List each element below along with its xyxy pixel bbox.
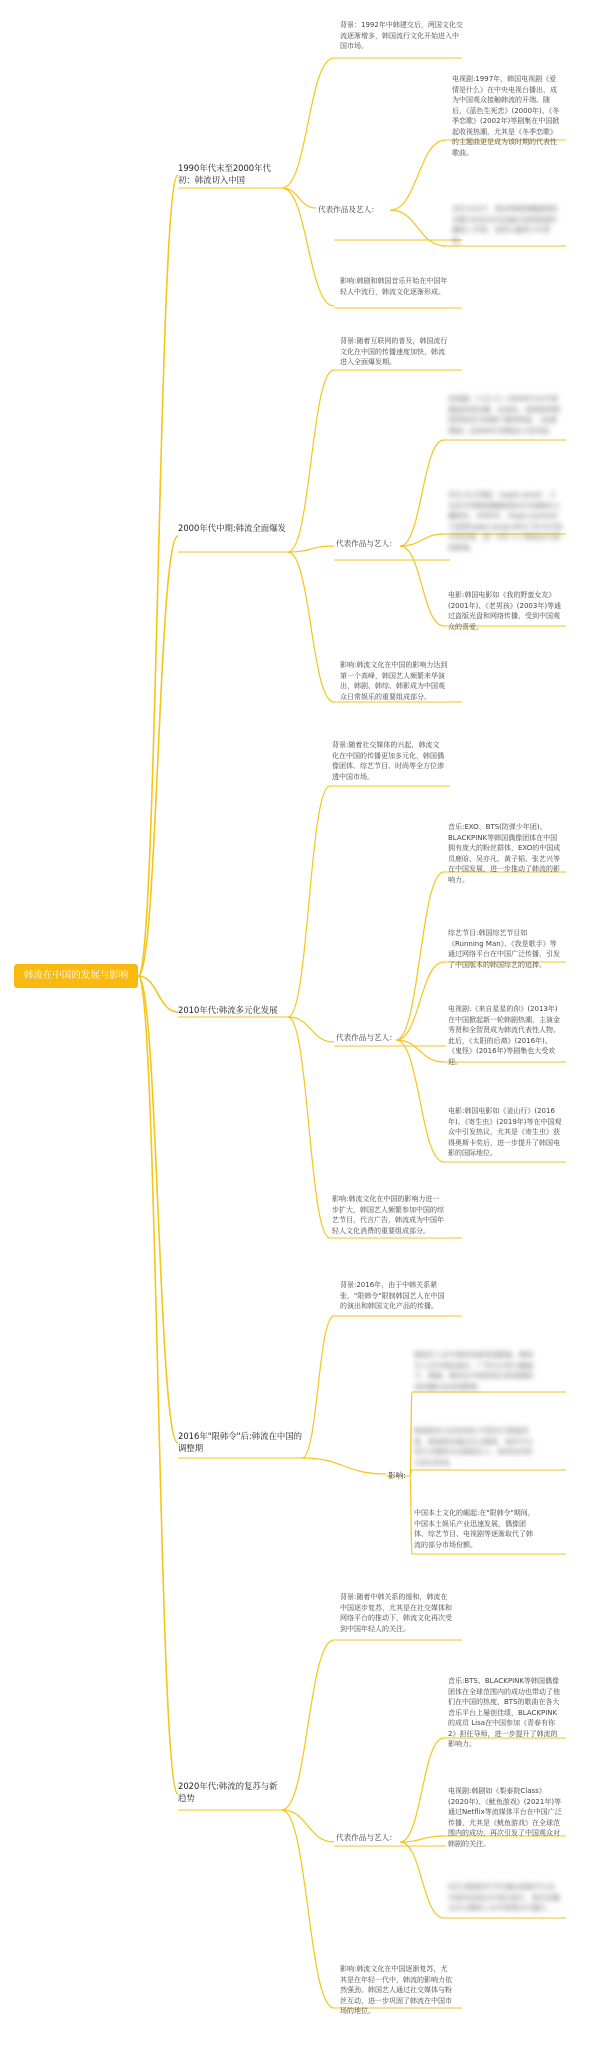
branch-5-rep-label[interactable]: 代表作品与艺人： [336,1833,397,1842]
rep-3-link-1 [396,872,444,1040]
branch-5-link-3 [282,1810,334,2008]
branch-5-background: 背景:随着中韩关系的缓和，韩流在中国逐步复苏，尤其是在社交媒体和网络平台的推动下，韩流文化再次受到中国年轻人的关注。 [340,1593,452,1633]
rep-4-link-1 [410,1392,412,1476]
branch-3-item-4: 电影:韩国电影如《釜山行》(2016年)、《寄生虫》(2019年)等在中国观众中引发热议，尤其是《寄生虫》获得奥斯卡奖后，进一步提升了韩国电影的国际地位。 [448,1107,562,1157]
branch-5-link-1 [282,1640,334,1810]
branch-1-item-1: 电视剧:1997年，韩国电视剧《爱情是什么》在中央电视台播出，成为中国观众接触韩流的开端。随后，《蓝色生死恋》(2000年)、《冬季恋歌》(2002年)等剧集在中国掀起收视热潮，尤其是《冬季恋歌》的主题曲更是成为该时期的代表性歌曲。 [452,75,560,157]
branch-5-item-3: 综艺:韩国综艺节目通过网络平台在中国年轻观众中再次流行，相关话题在社交媒体上在中国观众中盛行。 [448,1883,560,1912]
branch-3-link-1 [288,786,330,1017]
rep-4-link-3 [410,1476,412,1554]
rep-2-link-1 [400,440,444,546]
branch-2-link-1 [288,370,334,552]
branch-2-link-2 [288,546,334,552]
branch-1-background: 背景：1992年中韩建交后，两国文化交流逐渐增多，韩国流行文化开始进入中国市场。 [340,21,463,50]
branch-5-link-2 [282,1810,334,1842]
branch-5-title[interactable]: 2020年代:韩流的复苏与新趋势 [178,1781,278,1803]
branch-1-link-1 [282,58,334,188]
branch-2-title[interactable]: 2000年代中期:韩流全面爆发 [178,523,286,533]
branch-3-item-1: 音乐:EXO、BTS(防弹少年团)、BLACKPINK等韩国偶像团体在中国拥有庞大的粉丝群体，EXO的中国成员鹿晗、吴亦凡、黄子韬、张艺兴等在中国发展，进一步推动了韩流的影响力。 [448,823,561,884]
rep-1-link-1 [390,140,446,210]
branch-2-item-3: 电影:韩国电影如《我的野蛮女友》(2001年)、《老男孩》(2003年)等通过盗版光盘和网络传播，受到中国观众的喜爱。 [448,591,562,631]
rep-5-link-1 [400,1738,444,1842]
branch-3-link-3 [288,1017,330,1238]
branch-3-background: 背景:随着社交媒体的兴起，韩流文化在中国的传播更加多元化，韩国偶像团体、综艺节目、时尚等全方位渗透中国市场。 [332,741,444,781]
branch-2-background: 背景:随着互联网的普及，韩国流行文化在中国的传播速度加快，韩流进入全面爆发期。 [340,337,448,366]
rep-2-link-2 [400,534,444,546]
rep-3-link-3 [396,1040,444,1062]
branch-1-item-2: 音乐:H.O.T、神话等韩国偶像团体及歌手的音乐作品通过各种渠道传播进入中国，受到大量青少年喜爱。 [452,205,558,245]
branch-2-item-2: 音乐:东方神起、Super Junior、少女时代等韩国偶像团体在中国拥有大量粉丝。2005年，Super Junior的子团体Super Junior-M专门针对中国市场发展，进一步扩大了韩流在中国的影响。 [448,491,562,552]
branch-3-rep-label[interactable]: 代表作品与艺人： [336,1033,397,1042]
branch-4-rep-label[interactable]: 影响: [388,1471,406,1480]
branch-1-rep-label[interactable]: 代表作品及艺人： [318,205,379,214]
branch-2-impact: 影响:韩流文化在中国的影响力达到第一个高峰，韩国艺人频繁来华演出，韩剧、韩综、韩影成为中国观众日常娱乐的重要组成部分。 [340,661,448,701]
branch-3-item-3: 电视剧:《来自星星的你》(2013年)在中国掀起新一轮韩剧热潮，主演金秀贤和全智贤成为韩流代表性人物。此后，《太阳的后裔》(2016年)、《鬼怪》(2016年)等剧集也大受欢迎。 [448,1005,560,1066]
rep-5-link-3 [400,1842,444,1918]
branch-3-impact: 影响:韩流文化在中国的影响力进一步扩大，韩国艺人频繁参加中国的综艺节目，代言广告，韩流成为中国年轻人文化消费的重要组成部分。 [332,1195,444,1235]
branch-2-item-1: 电视剧:《大长今》(2005年)在中国掀起收视狂潮，宋承宪、裴勇俊等韩国男星成为家喻户晓的明星，《浪漫满屋》(2004年)等剧也大受欢迎。 [448,395,560,435]
branch-3-item-2: 综艺节目:韩国综艺节目如《Running Man》、《我是歌手》等通过网络平台在中国广泛传播，引发了中国版本的韩国综艺的追捧。 [448,929,560,969]
rep-1-link-2 [390,210,446,246]
branch-5-item-2: 电视剧:韩剧如《梨泰院Class》(2020年)、《鱿鱼游戏》(2021年)等通过Netflix等流媒体平台在中国广泛传播，尤其是《鱿鱼游戏》在全球范围内的成功，再次引发了中国观众对韩剧的关注。 [448,1787,562,1848]
branch-5-item-1: 音乐:BTS、BLACKPINK等韩国偶像团体在全球范围内的成功也带动了他们在中国的热度，BTS的歌曲在各大音乐平台上屡创佳绩，BLACKPINK的成员 Lisa在中国参加《青春有你2》担任导师，进一步提升了韩流的影响力。 [448,1677,560,1748]
branch-3-title[interactable]: 2010年代:韩流多元化发展 [178,1005,278,1015]
branch-4-title[interactable]: 2016年"限韩令"后:韩流在中国的调整期 [178,1431,302,1453]
branch-4-background: 背景:2016年，由于中韩关系紧张，"限韩令"限制韩国艺人在中国的演出和韩国文化产品的传播。 [340,1281,445,1310]
branch-3-link-2 [288,1017,334,1042]
branch-2-link-3 [288,552,334,702]
branch-4-link-2 [302,1458,386,1474]
root-node[interactable]: 韩流在中国的发展与影响 [14,964,138,988]
branch-5-impact: 影响:韩流文化在中国逐渐复苏，尤其是在年轻一代中，韩流的影响力依然强劲。韩国艺人通过社交媒体与粉丝互动，进一步巩固了韩流在中国市场的地位。 [340,1965,452,2015]
branch-1-link-2 [282,188,316,208]
branch-4-link-1 [302,1316,334,1458]
branch-4-item-3: 中国本土文化的崛起:在"限韩令"期间，中国本土娱乐产业迅速发展，偶像团体、综艺节目、电视剧等逐渐取代了韩流的部分市场份额。 [414,1509,535,1549]
branch-4-item-1: 韩国艺人在中国的发展受到限制，韩国艺人在中国的演出、广告代言等大幅减少，韩剧、韩综在中国电视台和视频网站的播出也受到限制。 [414,1351,533,1391]
rep-3-link-4 [396,1040,444,1162]
branch-1-title[interactable]: 1990年代末至2000年代初：韩流切入中国 [178,163,271,185]
branch-2-rep-label[interactable]: 代表作品与艺人： [336,539,397,548]
branch-4-item-2: 韩流粉丝文化的变化:尽管官方渠道受限，韩流粉丝通过社交媒体、海外平台等方式继续关注韩国艺人，粉丝经济形式发生转变。 [414,1427,533,1467]
root-link-5 [138,976,178,1794]
rep-2-link-3 [400,546,444,626]
rep-3-link-2 [396,962,444,1040]
branch-1-impact: 影响:韩剧和韩国音乐开始在中国年轻人中流行，韩流文化逐渐形成。 [340,277,448,296]
root-link-1 [138,175,178,976]
